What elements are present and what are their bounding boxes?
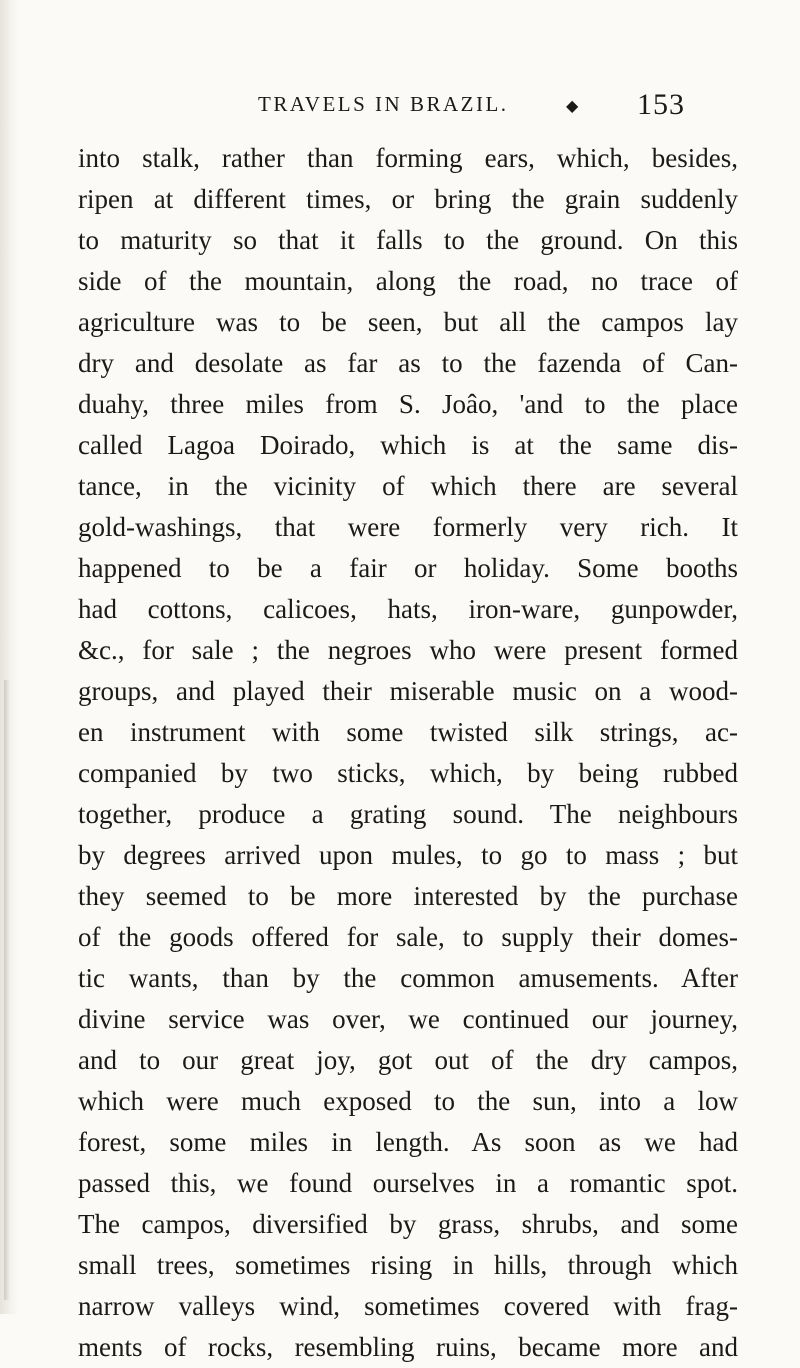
text-line: agriculture was to be seen, but all the campos lay	[78, 307, 738, 337]
page-header	[0, 88, 800, 128]
text-line: together, produce a grating sound. The neighbours	[78, 799, 738, 829]
text-line: happened to be a fair or holiday. Some booths	[78, 553, 738, 583]
page-edge-shadow	[4, 680, 10, 1300]
text-line: duahy, three miles from S. Joâo, 'and to the place	[78, 389, 738, 419]
text-line: gold-washings, that were formerly very rich. It	[78, 512, 738, 542]
body-text	[78, 138, 738, 1368]
text-line: into stalk, rather than forming ears, which, besides,	[78, 143, 738, 173]
text-line: of the goods offered for sale, to supply their domes-	[78, 922, 738, 952]
text-line: dry and desolate as far as to the fazenda of Can-	[78, 348, 738, 378]
text-line: which were much exposed to the sun, into a low	[78, 1086, 738, 1116]
text-line: forest, some miles in length. As soon as we had	[78, 1127, 738, 1157]
text-line: narrow valleys wind, sometimes covered with frag-	[78, 1291, 738, 1321]
text-line: groups, and played their miserable music on a wood-	[78, 676, 738, 706]
text-line: small trees, sometimes rising in hills, through which	[78, 1250, 738, 1280]
text-line: by degrees arrived upon mules, to go to mass ; but	[78, 840, 738, 870]
text-line: en instrument with some twisted silk strings, ac-	[78, 717, 738, 747]
running-title: TRAVELS IN BRAZIL.	[258, 92, 509, 116]
text-line: The campos, diversified by grass, shrubs, and some	[78, 1209, 738, 1239]
text-line: they seemed to be more interested by the purchase	[78, 881, 738, 911]
text-line: tance, in the vicinity of which there are several	[78, 471, 738, 501]
text-line: had cottons, calicoes, hats, iron-ware, gunpowder,	[78, 594, 738, 624]
text-line: side of the mountain, along the road, no trace of	[78, 266, 738, 296]
page-number: 153	[637, 88, 685, 121]
text-line: ments of rocks, resembling ruins, became more and	[78, 1332, 738, 1362]
ornament-mark: ◆	[566, 98, 581, 115]
text-line: tic wants, than by the common amusements. After	[78, 963, 738, 993]
text-line: and to our great joy, got out of the dry campos,	[78, 1045, 738, 1075]
text-line: &c., for sale ; the negroes who were present formed	[78, 635, 738, 665]
text-line: divine service was over, we continued our journey,	[78, 1004, 738, 1034]
text-line: companied by two sticks, which, by being rubbed	[78, 758, 738, 788]
text-line: ripen at different times, or bring the grain suddenly	[78, 184, 738, 214]
text-line: passed this, we found ourselves in a romantic spot.	[78, 1168, 738, 1198]
text-line: to maturity so that it falls to the ground. On this	[78, 225, 738, 255]
text-line: called Lagoa Doirado, which is at the same dis-	[78, 430, 738, 460]
